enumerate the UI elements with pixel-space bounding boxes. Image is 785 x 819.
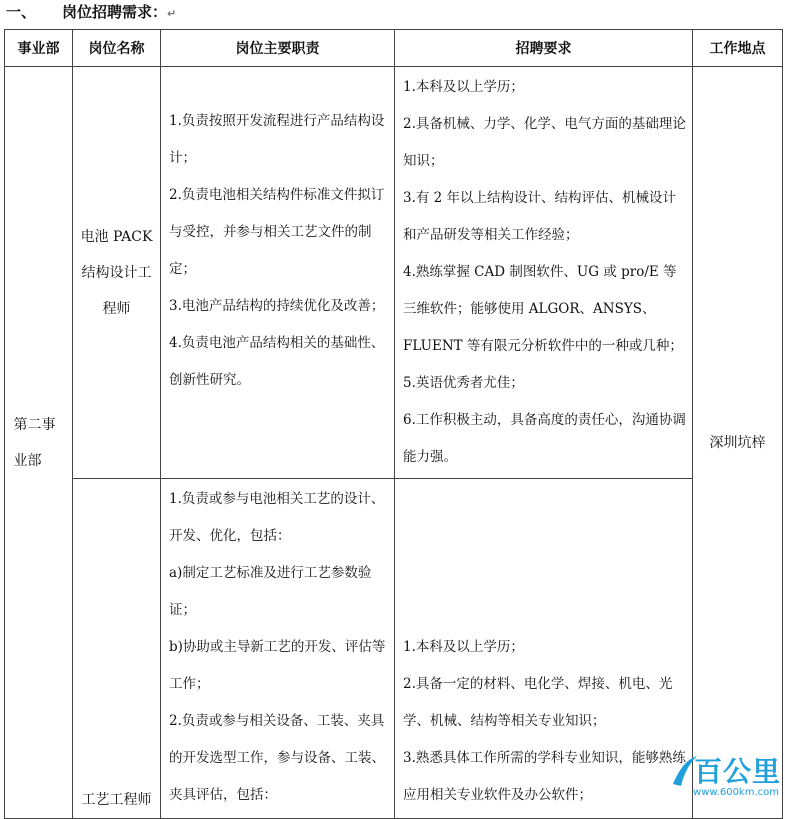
requirement-item: 1.本科及以上学历； (403, 79, 524, 95)
requirement-item: 4.熟练掌握 CAD 制图软件、UG 或 pro/E 等三维软件；能够使用 ALGOR、ANSYS、FLUENT 等有限元分析软件中的一种或几种； (403, 264, 683, 354)
position-name: 工艺工程师 (81, 792, 152, 808)
requirement-item: 3.熟悉具体工作所需的学科专业知识，能够熟练应用相关专业软件及办公软件； (403, 750, 686, 803)
section-title: 岗位招聘需求： (62, 3, 168, 21)
watermark-logo: 百公里 (693, 755, 781, 788)
duty-item: 1.负责按照开发流程进行产品结构设计； (169, 113, 385, 166)
duty-item: 3.电池产品结构的持续优化及改善； (169, 298, 385, 314)
duty-item: b)协助或主导新工艺的开发、评估等工作； (169, 639, 386, 692)
duty-item: 2.负责电池相关结构件标准文件拟订与受控，并参与相关工艺文件的制定； (169, 187, 385, 277)
department-name: 第二事业部 (13, 416, 56, 469)
duty-item: 4.负责电池产品结构相关的基础性、创新性研究。 (169, 335, 385, 388)
requirements-cell (395, 67, 693, 479)
header-location: 工作地点 (693, 30, 783, 67)
section-heading: 一、 岗位招聘需求：↵ (6, 3, 177, 21)
table-row (5, 67, 783, 479)
table-header-row (5, 30, 783, 67)
header-requirements: 招聘要求 (395, 30, 693, 67)
header-position: 岗位名称 (73, 30, 161, 67)
requirement-item: 6.工作积极主动，具备高度的责任心，沟通协调能力强。 (403, 412, 686, 465)
duties-cell (161, 479, 395, 819)
duty-item: 2.负责或参与相关设备、工装、夹具的开发选型工作，参与设备、工装、夹具评估，包括： (169, 713, 385, 803)
table-row (5, 479, 783, 819)
duty-item: a)制定工艺标准及进行工艺参数验证； (169, 565, 372, 618)
position-cell (73, 67, 161, 479)
duties-cell (161, 67, 395, 479)
position-name: 电池 PACK 结构设计工程师 (80, 228, 153, 317)
header-department: 事业部 (5, 30, 73, 67)
requirement-item: 2.具备机械、力学、化学、电气方面的基础理论知识； (403, 116, 686, 169)
requirement-item: 3.有 2 年以上结构设计、结构评估、机械设计和产品研发等相关工作经验； (403, 190, 677, 243)
watermark-url: www.600km.com (693, 787, 779, 798)
site-watermark (669, 750, 781, 798)
location-name: 深圳坑梓 (709, 434, 766, 451)
section-number: 一、 (6, 3, 37, 21)
requirement-item: 1.本科及以上学历； (403, 639, 524, 655)
duty-item: 1.负责或参与电池相关工艺的设计、开发、优化，包括： (169, 491, 385, 544)
header-duties: 岗位主要职责 (161, 30, 395, 67)
department-cell (5, 67, 73, 819)
requirement-item: 5.英语优秀者尤佳； (403, 375, 524, 391)
requirements-cell (395, 479, 693, 819)
job-requirements-table (4, 29, 783, 819)
location-cell (693, 67, 783, 819)
requirement-item: 2.具备一定的材料、电化学、焊接、机电、光学、机械、结构等相关专业知识； (403, 676, 673, 729)
position-cell (73, 479, 161, 819)
